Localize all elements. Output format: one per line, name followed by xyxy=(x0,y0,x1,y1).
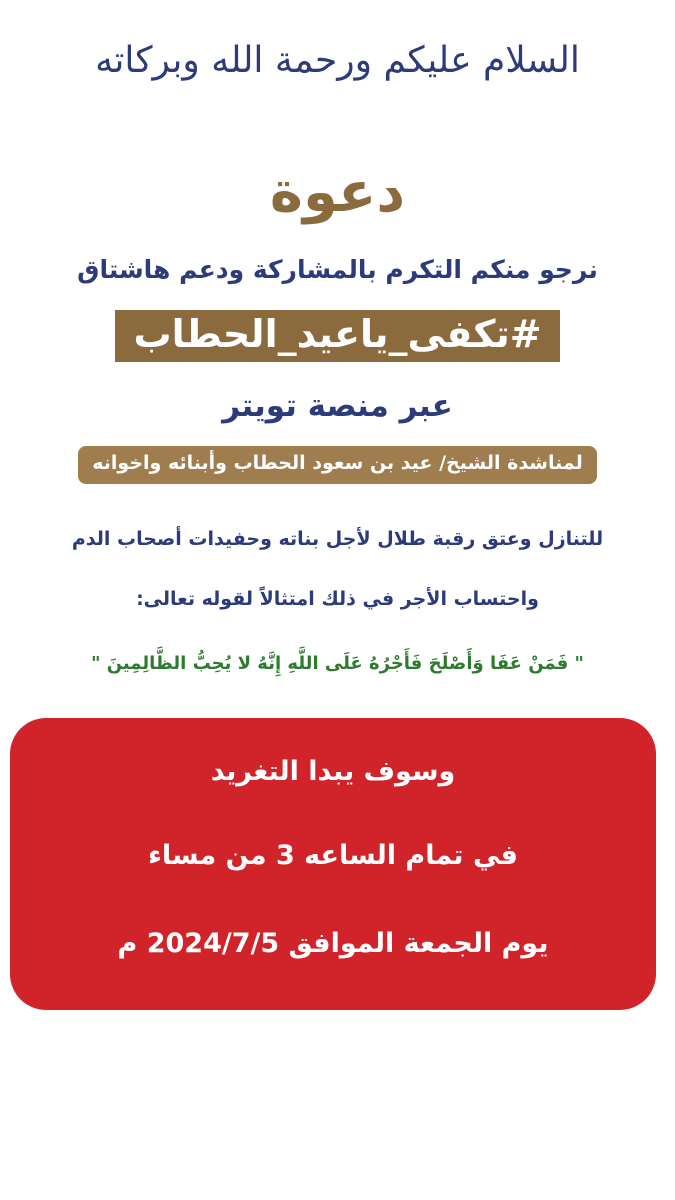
platform-text: عبر منصة تويتر xyxy=(222,388,453,424)
request-text: نرجو منكم التكرم بالمشاركة ودعم هاشتاق xyxy=(77,255,598,284)
hashtag-banner xyxy=(0,310,675,362)
announcement-line-1: وسوف يبدا التغريد xyxy=(210,756,456,787)
greeting-text: السلام عليكم ورحمة الله وبركاته xyxy=(95,40,580,81)
hashtag-text: #تكفى_ياعيد_الحطاب xyxy=(115,310,559,362)
appeal-banner xyxy=(0,446,675,484)
body-line-1: للتنازل وعتق رقبة طلال لأجل بناته وحفيدات أصحاب الدم xyxy=(71,528,604,550)
quran-verse: " فَمَنْ عَفَا وَأَصْلَحَ فَأَجْرُهُ عَلَى اللَّهِ إِنَّهُ لا يُحِبُّ الظَّالِمِينَ " xyxy=(91,653,584,674)
announcement-panel xyxy=(10,718,656,1010)
announcement-line-3: يوم الجمعة الموافق 2024/7/5 م xyxy=(117,928,549,959)
body-line-2: واحتساب الأجر في ذلك امتثالاً لقوله تعالى: xyxy=(136,588,539,610)
appeal-text: لمناشدة الشيخ/ عيد بن سعود الحطاب وأبنائه واخوانه xyxy=(78,446,597,484)
announcement-line-2: في تمام الساعه 3 من مساء xyxy=(148,840,518,871)
invitation-title: دعوة xyxy=(269,160,406,225)
